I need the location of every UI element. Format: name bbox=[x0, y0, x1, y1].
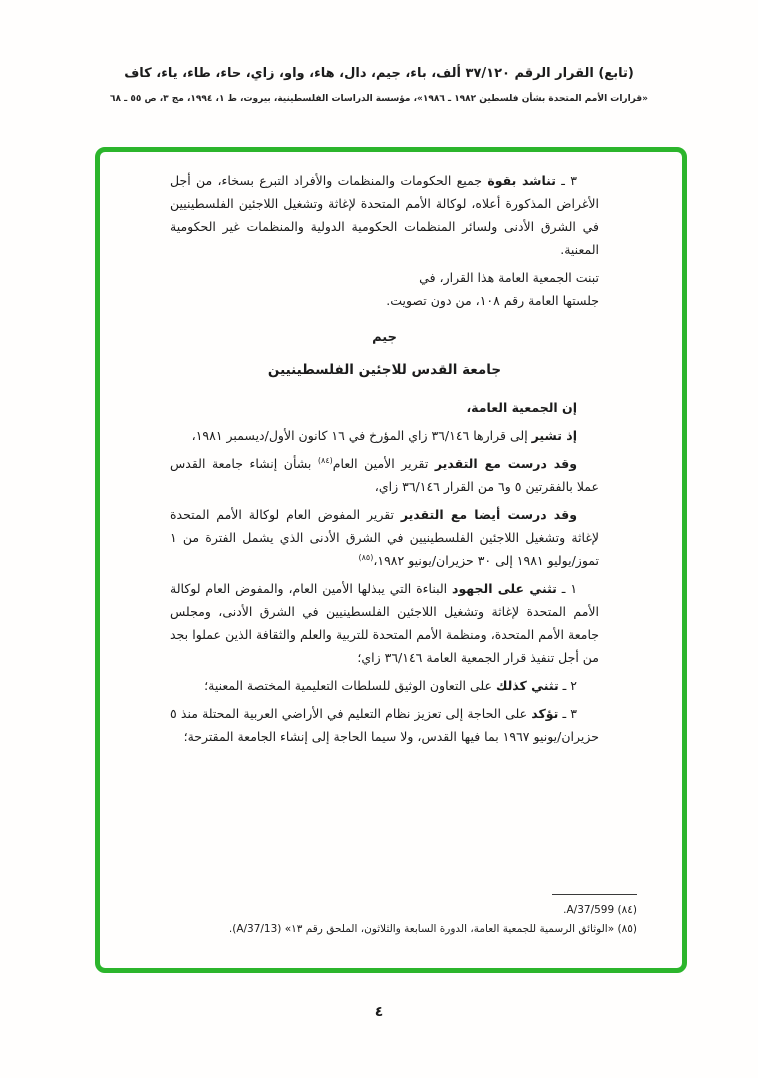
footnote-marker: (٨٥) bbox=[617, 923, 637, 935]
footnote-marker: (٨٤) bbox=[617, 904, 637, 916]
paragraph-lead: وقد درست أيضا مع التقدير bbox=[400, 507, 577, 522]
section-title-heading: جامعة القدس للاجئين الفلسطينيين bbox=[267, 362, 502, 378]
footnote-84 bbox=[168, 902, 637, 919]
preamble-recalling bbox=[170, 424, 599, 447]
paragraph-lead: تثني على الجهود bbox=[452, 581, 557, 596]
footnote-separator-rule bbox=[552, 894, 637, 895]
paragraph-lead: إن الجمعية العامة، bbox=[466, 400, 577, 415]
document-header bbox=[0, 66, 758, 104]
paragraph-lead: تؤكد bbox=[531, 706, 559, 721]
preamble-considered-sg-report bbox=[170, 452, 599, 498]
operative-paragraph-3-prev bbox=[170, 169, 599, 261]
paragraph-lead: تناشد بقوة bbox=[487, 173, 556, 188]
paragraph-text: على الحاجة إلى تعزيز نظام التعليم في الأراضي العربية المحتلة منذ ٥ حزيران/يونيو ١٩٦٧ بما فيها القدس، ولا سيما الحاجة إلى إنشاء الجامعة المقترحة؛ bbox=[170, 706, 599, 744]
paragraph-text: البناءة التي يبذلها الأمين العام، والمفوض العام لوكالة الأمم المتحدة لإغاثة وتشغيل اللاجئين الفلسطينيين في الشرق الأدنى، ومجلس جامعة الأمم المتحدة، ومنظمة الأمم المتحدة للتربية والعلم والثقافة الذين عملوا بجد من أجل تنفيذ قرار الجمعية العامة ٣٦/١٤٦ زاي؛ bbox=[170, 581, 599, 665]
document-title: (تابع) القرار الرقم ٣٧/١٢٠ ألف، باء، جيم، دال، هاء، واو، زاي، حاء، طاء، ياء، كاف bbox=[124, 66, 634, 81]
section-letter-heading: جيم bbox=[372, 330, 397, 345]
footnote-ref-84: (٨٤) bbox=[317, 455, 333, 465]
operative-paragraph-1 bbox=[170, 577, 599, 669]
adoption-note bbox=[381, 266, 599, 312]
paragraph-text: على التعاون الوثيق للسلطات التعليمية المختصة المعنية؛ bbox=[204, 678, 496, 693]
footnote-text: «الوثائق الرسمية للجمعية العامة، الدورة السابعة والثلاثون، الملحق رقم ١٣» (A/37/13). bbox=[228, 923, 615, 935]
document-body bbox=[170, 169, 599, 753]
preamble-intro bbox=[170, 396, 599, 419]
footnotes-block bbox=[168, 889, 637, 940]
paragraph-lead: تثني كذلك bbox=[495, 678, 559, 693]
highlight-frame bbox=[95, 147, 687, 973]
paragraph-text: جميع الحكومات والمنظمات والأفراد التبرع بسخاء، من أجل الأغراض المذكورة أعلاه، لوكالة الأمم المتحدة لإغاثة وتشغيل اللاجئين الفلسطينيين في الشرق الأدنى ولسائر المنظمات الحكومية الدولية والمنظمات غير الحكومية المعنية. bbox=[170, 173, 599, 257]
paragraph-number: ٣ ـ bbox=[558, 706, 578, 721]
document-source-citation: «قرارات الأمم المتحدة بشأن فلسطين ١٩٨٢ ـ ١٩٨٦»، مؤسسة الدراسات الفلسطينية، بيروت، ط ١، ١٩٩٤، مج ٣، ص ٥٥ ـ ٦٨ bbox=[110, 94, 648, 104]
page-number: ٤ bbox=[374, 1004, 384, 1020]
preamble-considered-cg-report bbox=[170, 503, 599, 572]
footnote-ref-85: (٨٥) bbox=[358, 552, 374, 562]
paragraph-number: ١ ـ bbox=[556, 581, 578, 596]
paragraph-text: إلى قرارها ٣٦/١٤٦ زاي المؤرخ في ١٦ كانون الأول/ديسمبر ١٩٨١، bbox=[191, 428, 532, 443]
paragraph-text: تقرير المفوض العام لوكالة الأمم المتحدة لإغاثة وتشغيل اللاجئين الفلسطينيين في الشرق الأدنى الذي يشمل الفترة من ١ تموز/يوليو ١٩٨١ إلى ٣٠ حزيران/يونيو ١٩٨٢، bbox=[170, 507, 599, 568]
paragraph-text: تقرير الأمين العام bbox=[332, 456, 435, 471]
operative-paragraph-3 bbox=[170, 702, 599, 748]
paragraph-lead: إذ تشير bbox=[531, 428, 577, 443]
footnote-85 bbox=[168, 921, 637, 938]
paragraph-text: بشأن إنشاء جامعة القدس عملا بالفقرتين ٥ و٦ من القرار ٣٦/١٤٦ زاي، bbox=[170, 456, 599, 494]
paragraph-number: ٢ ـ bbox=[558, 678, 577, 693]
footnote-text: A/37/599. bbox=[563, 904, 615, 916]
paragraph-lead: وقد درست مع التقدير bbox=[434, 456, 577, 471]
operative-paragraph-2 bbox=[170, 674, 599, 697]
paragraph-number: ٣ ـ bbox=[555, 173, 578, 188]
adoption-text: تبنت الجمعية العامة هذا القرار، في جلستها العامة رقم ١٠٨، من دون تصويت. bbox=[386, 270, 599, 308]
